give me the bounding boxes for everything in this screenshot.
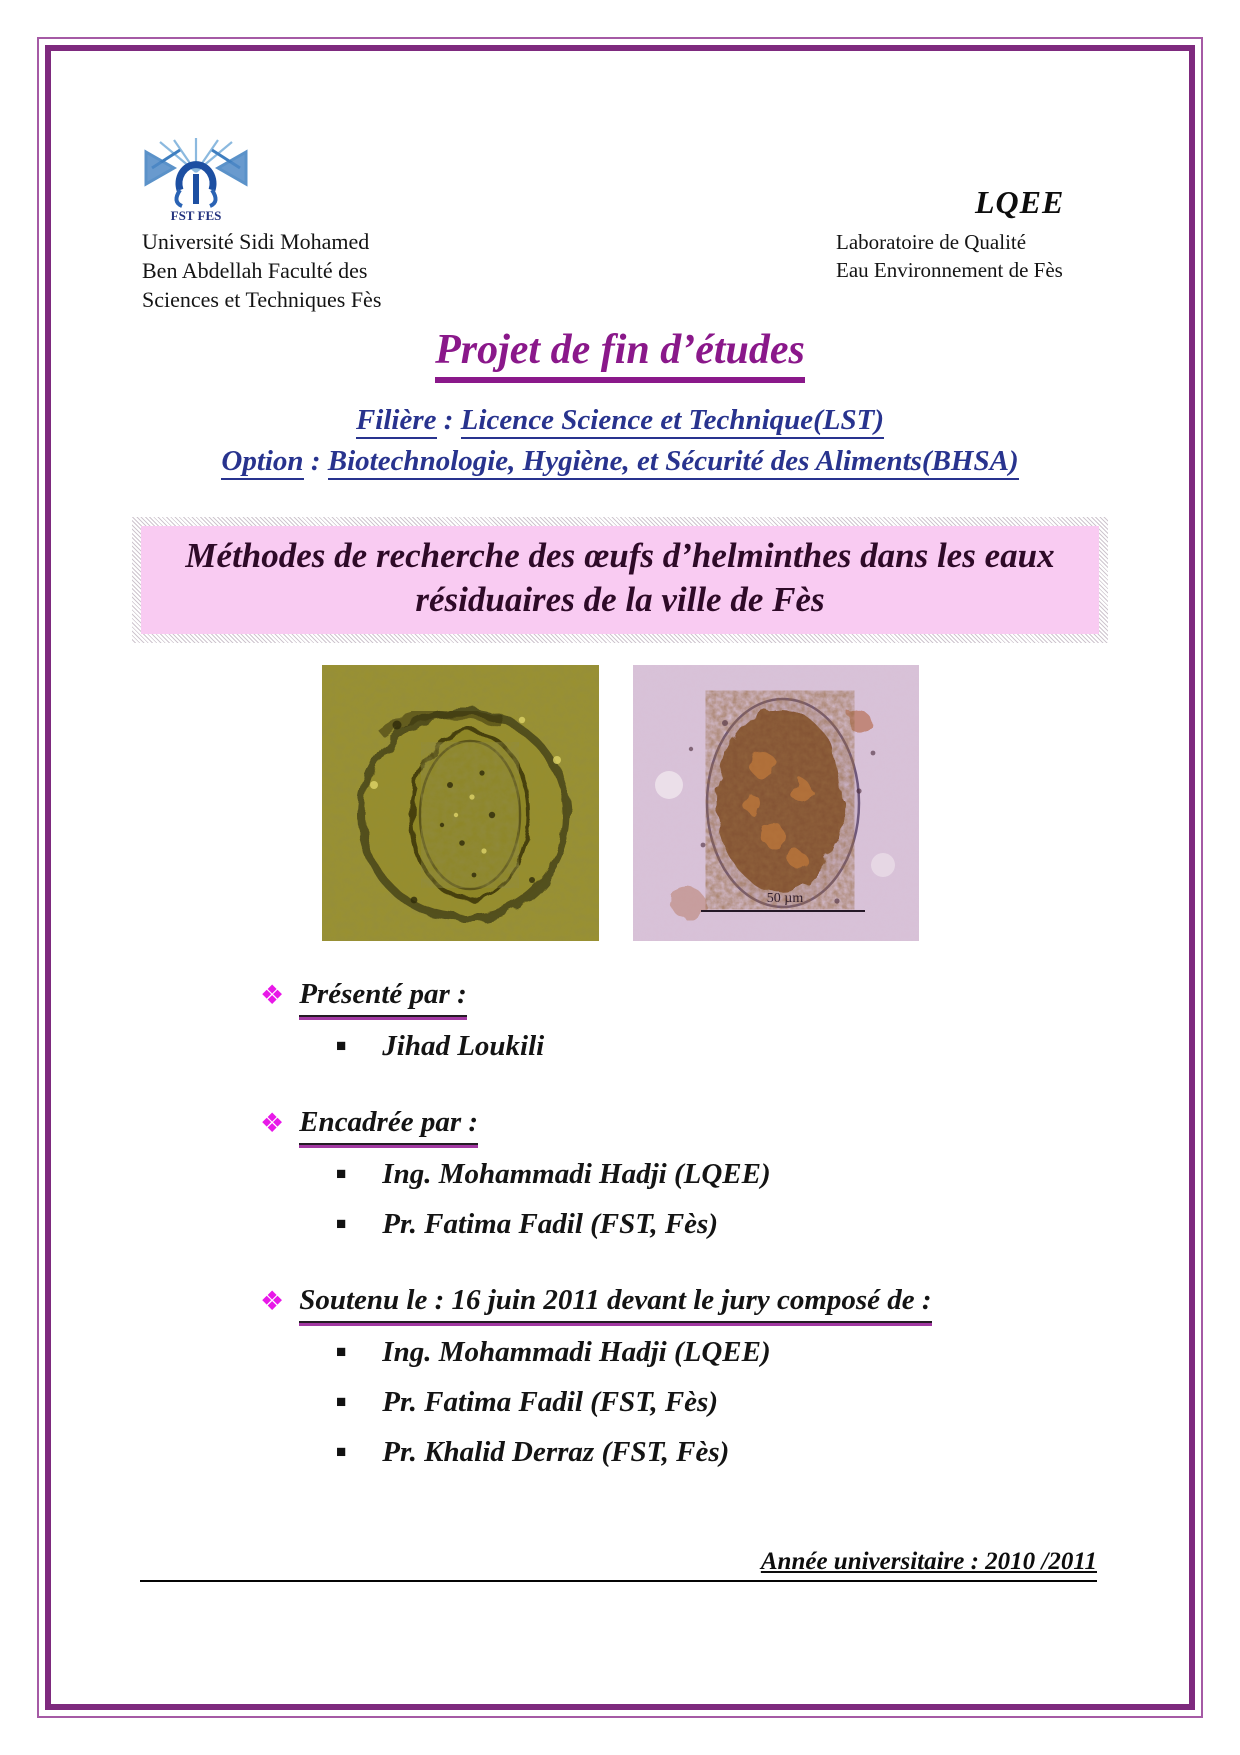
title-wrap — [0, 326, 1240, 377]
section-soutenu-le — [260, 1281, 1110, 1479]
option-value: Biotechnologie, Hygiène, et Sécurité des Aliments(BHSA) — [328, 445, 1019, 480]
square-bullet-icon: ■ — [336, 1214, 347, 1233]
university-line: Université Sidi Mohamed — [142, 229, 370, 254]
section-heading: Soutenu le : 16 juin 2011 devant le jury composé de : — [299, 1281, 931, 1321]
university-line: Sciences et Techniques Fès — [142, 287, 382, 312]
square-bullet-icon: ■ — [336, 1036, 347, 1055]
section-presente-par — [260, 975, 1110, 1073]
filiere-line: Filière : Licence Science et Technique(LST) — [0, 404, 1240, 437]
subject-banner-text — [141, 526, 1099, 634]
section-heading: Encadrée par : — [299, 1103, 478, 1143]
lab-name — [836, 228, 1063, 284]
section-heading: Présenté par : — [299, 975, 467, 1015]
micrograph-left-image — [322, 665, 599, 941]
list-item: ■ Jihad Loukili — [336, 1023, 1110, 1073]
subject-banner — [132, 517, 1108, 643]
filiere-label: Filière — [356, 404, 437, 439]
diamond-bullet-icon: ❖ — [260, 1108, 285, 1138]
university-name — [142, 227, 381, 314]
page-title: Projet de fin d’études — [435, 326, 805, 377]
subject-line-1: Méthodes de recherche des œufs d’helminthes dans les eaux — [185, 536, 1055, 575]
micrograph-right-image — [633, 665, 919, 941]
sections — [260, 975, 1110, 1509]
academic-year: Année universitaire : 2010 /2011 — [760, 1548, 1097, 1575]
section-encadree-par — [260, 1103, 1110, 1251]
diamond-bullet-icon: ❖ — [260, 980, 285, 1010]
filiere-value: Licence Science et Technique(LST) — [461, 404, 884, 439]
square-bullet-icon: ■ — [336, 1342, 347, 1361]
square-bullet-icon: ■ — [336, 1392, 347, 1411]
scale-bar-label: 50 µm — [766, 891, 803, 906]
list-item: ■ Pr. Fatima Fadil (FST, Fès) — [336, 1201, 1110, 1251]
list-item: ■ Pr. Fatima Fadil (FST, Fès) — [336, 1379, 1110, 1429]
footer-rule — [140, 1548, 1097, 1582]
square-bullet-icon: ■ — [336, 1164, 347, 1183]
logo-caption: FST FES — [170, 208, 222, 223]
list-item: ■ Pr. Khalid Derraz (FST, Fès) — [336, 1429, 1110, 1479]
option-line: Option : Biotechnologie, Hygiène, et Sécurité des Aliments(BHSA) — [0, 445, 1240, 478]
option-label: Option — [221, 445, 303, 480]
diamond-bullet-icon: ❖ — [260, 1286, 285, 1316]
list-item: ■ Ing. Mohammadi Hadji (LQEE) — [336, 1329, 1110, 1379]
figures-row — [0, 665, 1240, 941]
lab-line: Laboratoire de Qualité — [836, 230, 1027, 254]
square-bullet-icon: ■ — [336, 1442, 347, 1461]
university-line: Ben Abdellah Faculté des — [142, 258, 368, 283]
list-item: ■ Ing. Mohammadi Hadji (LQEE) — [336, 1151, 1110, 1201]
lab-acronym: LQEE — [975, 184, 1065, 220]
fst-fes-logo — [140, 138, 252, 226]
lab-line: Eau Environnement de Fès — [836, 258, 1063, 282]
subject-line-2: résiduaires de la ville de Fès — [415, 580, 825, 619]
